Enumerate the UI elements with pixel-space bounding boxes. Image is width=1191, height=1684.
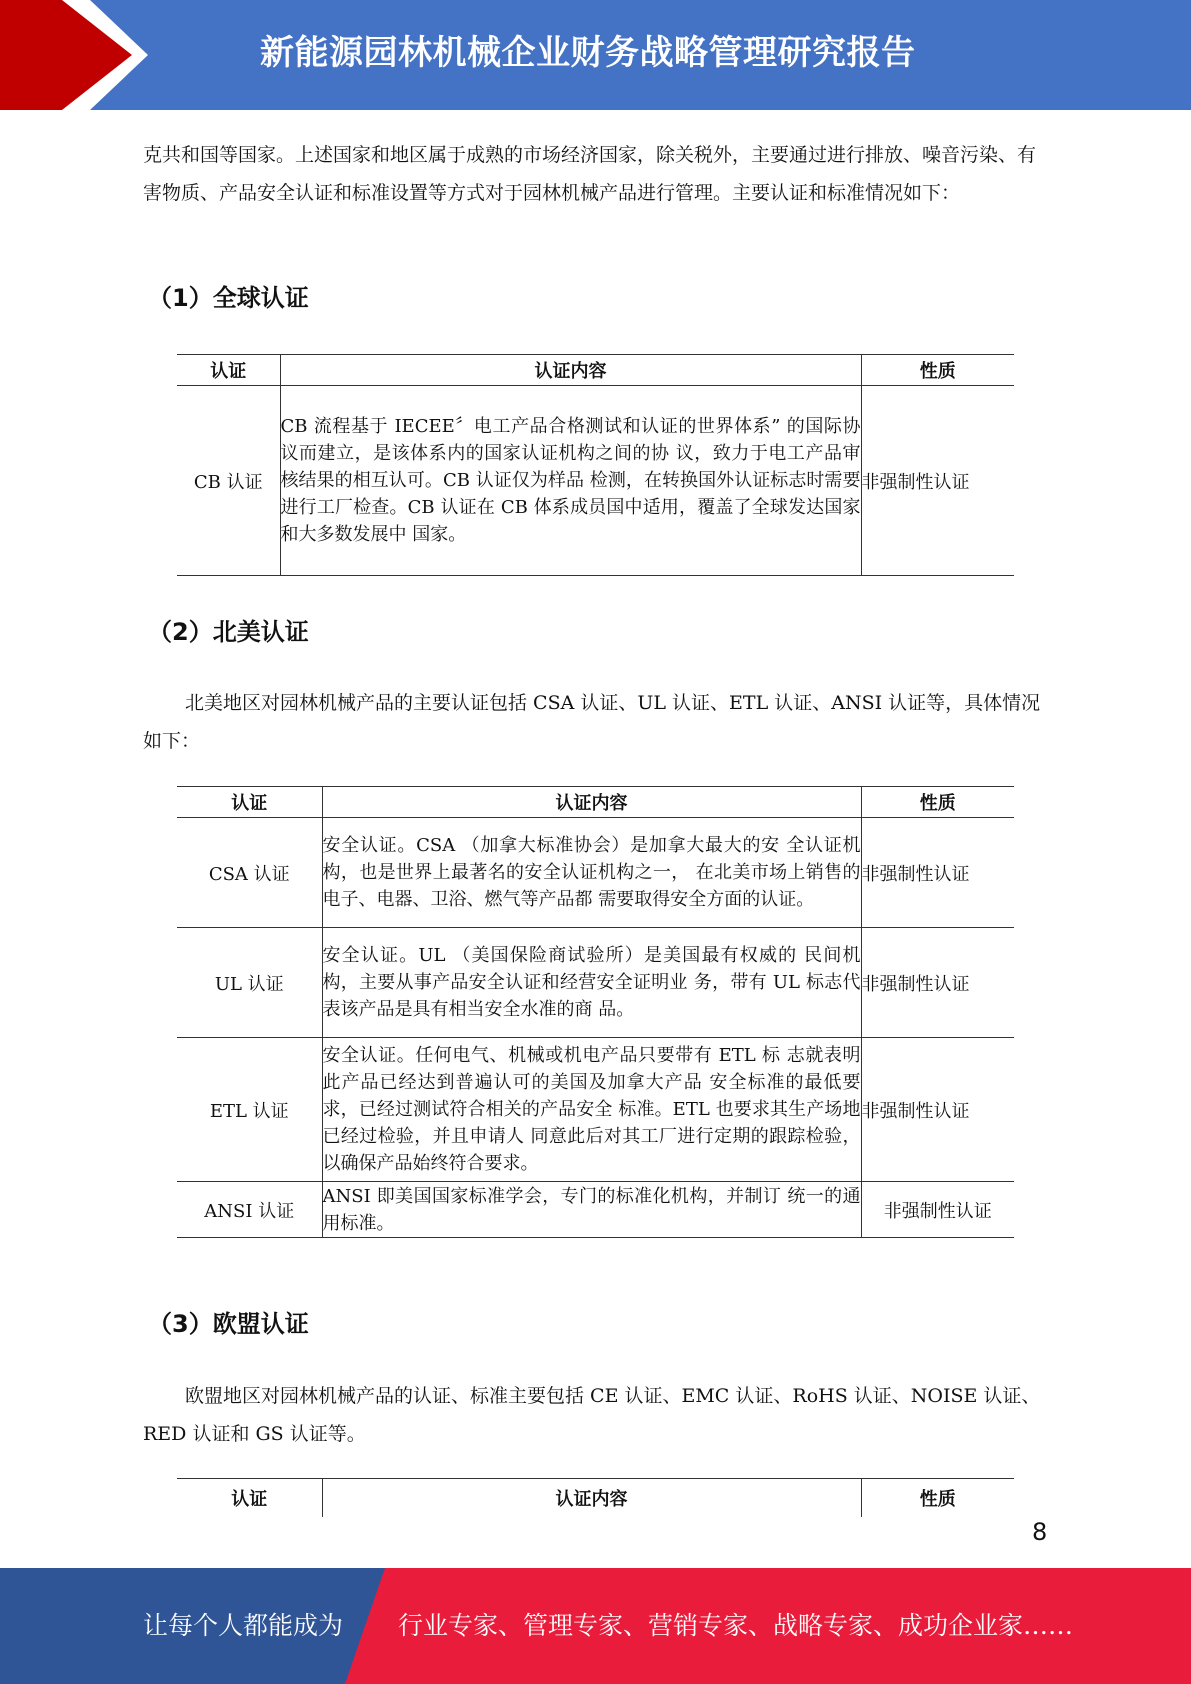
intro-paragraph: 克共和国等国家。上述国家和地区属于成熟的市场经济国家，除关税外，主要通过进行排放、噪音污染、有害物质、产品安全认证和标准设置等方式对于园林机械产品进行管理。主要认证和标准情况如下： [143, 144, 1037, 204]
column-header: 认证 [177, 1479, 322, 1517]
cert-content: 安全认证。任何电气、机械或机电产品只要带有 ETL 标 志就表明此产品已经达到普遍认可的美国及加拿大产品 安全标准的最低要求，已经过测试符合相关的产品安全 标准。ETL 也要求其生产场地已经过检验，并且申请人 同意此后对其工厂进行定期的跟踪检验，以确保产品始终符合要求。 [322, 1038, 861, 1182]
cert-nature: 非强制性认证 [861, 1038, 1014, 1182]
table-row [177, 1038, 1014, 1182]
cert-content: ANSI 即美国国家标准学会，专门的标准化机构，并制订 统一的通用标准。 [322, 1182, 861, 1238]
report-title: 新能源园林机械企业财务战略管理研究报告 [260, 33, 916, 73]
page-number: 8 [1032, 1518, 1048, 1546]
cert-content: 安全认证。UL （美国保险商试验所）是美国最有权威的 民间机构，主要从事产品安全认证和经营安全证明业 务，带有 UL 标志代表该产品是具有相当安全水准的商 品。 [322, 928, 861, 1038]
column-header: 性质 [861, 1479, 1014, 1517]
eu-certification-table [177, 1478, 1014, 1517]
cert-content: 安全认证。CSA （加拿大标准协会）是加拿大最大的安 全认证机构，也是世界上最著名的安全认证机构之一， 在北美市场上销售的电子、电器、卫浴、燃气等产品都 需要取得安全方面的认证。 [322, 818, 861, 928]
footer-slogan-right: 行业专家、管理专家、营销专家、战略专家、成功企业家…… [398, 1611, 1074, 1640]
cert-name: CB 认证 [177, 386, 280, 576]
table-row [177, 928, 1014, 1038]
cert-name: UL 认证 [177, 928, 322, 1038]
page-footer [0, 1568, 1191, 1684]
table-header-row [177, 787, 1014, 818]
column-header: 认证内容 [280, 355, 861, 386]
cert-content: CB 流程基于 IECEE〞电工产品合格测试和认证的世界体系” 的国际协议而建立，是该体系内的国家认证机构之间的协 议，致力于电工产品审核结果的相互认可。CB 认证仅为样品 检测，在转换国外认证标志时需要进行工厂检查。CB 认证在 CB 体系成员国中适用，覆盖了全球发达国家和大多数发展中 国家。 [280, 386, 861, 576]
section-heading-eu: （3）欧盟认证 [148, 1310, 309, 1338]
column-header: 认证内容 [322, 787, 861, 818]
global-certification-table [177, 354, 1014, 576]
eu-paragraph: 欧盟地区对园林机械产品的认证、标准主要包括 CE 认证、EMC 认证、RoHS 认证、NOISE 认证、RED 认证和 GS 认证等。 [143, 1385, 1041, 1445]
column-header: 性质 [861, 355, 1014, 386]
column-header: 认证内容 [322, 1479, 861, 1517]
section-heading-global: （1）全球认证 [148, 284, 309, 312]
footer-slogan-left: 让每个人都能成为 [143, 1611, 344, 1640]
column-header: 性质 [861, 787, 1014, 818]
page-header [0, 0, 1191, 110]
column-header: 认证 [177, 355, 280, 386]
cert-name: ETL 认证 [177, 1038, 322, 1182]
north-america-paragraph: 北美地区对园林机械产品的主要认证包括 CSA 认证、UL 认证、ETL 认证、ANSI 认证等，具体情况如下： [143, 692, 1041, 752]
column-header: 认证 [177, 787, 322, 818]
table-header-row [177, 1479, 1014, 1517]
table-header-row [177, 355, 1014, 386]
table-row [177, 818, 1014, 928]
cert-nature: 非强制性认证 [861, 386, 1014, 576]
north-america-certification-table [177, 786, 1014, 1238]
section-heading-north-america: （2）北美认证 [148, 618, 309, 646]
cert-nature: 非强制性认证 [861, 928, 1014, 1038]
cert-name: ANSI 认证 [177, 1182, 322, 1238]
table-row [177, 386, 1014, 576]
cert-nature: 非强制性认证 [861, 1182, 1014, 1238]
cert-nature: 非强制性认证 [861, 818, 1014, 928]
cert-name: CSA 认证 [177, 818, 322, 928]
table-row [177, 1182, 1014, 1238]
